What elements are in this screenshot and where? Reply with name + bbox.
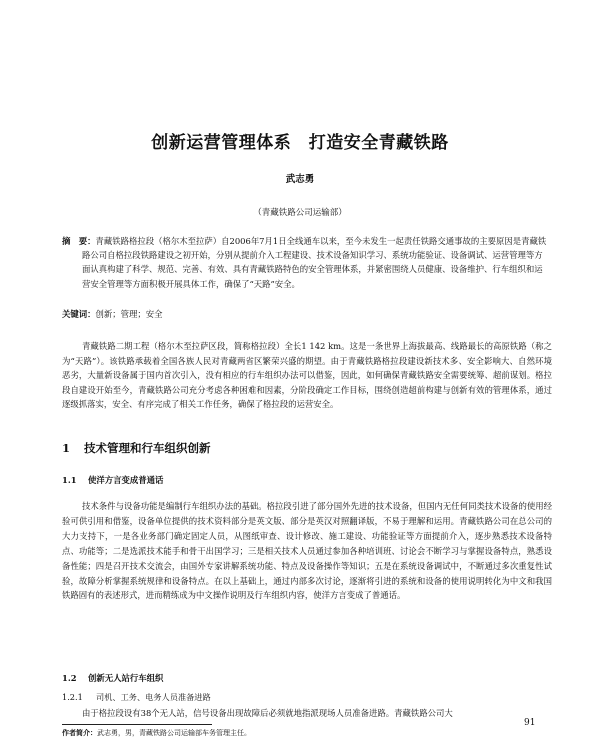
- keywords: [62, 308, 163, 320]
- abstract-label: 摘 要：: [62, 236, 96, 246]
- body-paragraph: 技术条件与设备功能是编制行车组织办法的基础。格拉段引进了部分国外先进的技术设备，但国内无任何同类技术设备的使用经验可供引用和借鉴，设备单位提供的技术资料部分是英文版、部分是英汉对照翻译版，不易于理解和运用。青藏铁路公司在总公司的大力支持下，一是各业务部门确定固定人员，从图纸审查、设计修改、施工建设、功能验证等方面提前介入，逐步熟悉技术设备特点、功能等；二是选派技术能手和骨干出国学习；三是相关技术人员通过参加各种培训班、讨论会不断学习与掌握设备特点，熟悉设备性能；四是召开技术交流会，由国外专家讲解系统功能、特点及设备操作等知识；五是在系统设备调试中，不断通过多次重复性试验，故障分析掌握系统规律和设备特点。在以上基础上，通过内部多次讨论，逐渐将引进的系统和设备的使用说明转化为中文和我国铁路固有的表述形式，进而精练成为中文操作说明及行车组织内容，使洋方言变成了普通话。: [62, 501, 552, 601]
- subsection-heading: [62, 474, 163, 486]
- keywords-text: 创新；管理；安全: [95, 309, 163, 319]
- author-name: 武志勇: [285, 174, 315, 185]
- subsubsection-title: 司机、工务、电务人员准备进路: [96, 692, 211, 702]
- subsection-heading: [62, 672, 163, 684]
- intro-paragraph: 青藏铁路二期工程（格尔木至拉萨区段，简称格拉段）全长1 142 km。这是一条世界上海拔最高、线路最长的高原铁路（称之为“天路”）。该铁路承载着全国各族人民对青藏两省区繁荣兴盛的期望。由于青藏铁路格拉段建设新技术多、安全影响大、自然环境恶劣，大量新设备属于国内首次引入，没有相应的行车组织办法可以借鉴，因此，如何确保青藏铁路安全需要统筹、超前谋划。格拉段自建设开始至今，青藏铁路公司充分考虑各种困难和因素，分阶段确定工作目标，围绕创造超前构建与创新有效的管理体系，通过逐级抓落实，安全、有序完成了相关工作任务，确保了格拉段的运营安全。: [62, 341, 552, 410]
- subsection-number: 1.2: [62, 673, 77, 683]
- footnote-label: 作者简介：: [62, 728, 97, 737]
- section-title: 技术管理和行车组织创新: [84, 441, 211, 455]
- keywords-label: 关键词：: [62, 309, 96, 319]
- abstract-body: [62, 234, 550, 291]
- subsection-title: 创新无人站行车组织: [88, 673, 164, 683]
- body-paragraph: 由于格拉段设有38个无人站，信号设备出现故障后必须就地指派现场人员准备进路。青藏铁路公司大: [82, 708, 453, 718]
- subsubsection-number: 1.2.1: [62, 692, 83, 702]
- subsection-number: 1.1: [62, 475, 77, 485]
- footnote-text: 武志勇，男，青藏铁路公司运输部车务管理主任。: [97, 729, 251, 737]
- paper-title: 创新运营管理体系 打造安全青藏铁路: [151, 133, 449, 153]
- subsection-title: 使洋方言变成普通话: [88, 475, 164, 485]
- section-number: 1: [62, 441, 71, 455]
- section-heading: [62, 440, 211, 456]
- abstract-text: 青藏铁路格拉段（格尔木至拉萨）自2006年7月1日全线通车以来，至今未发生一起责任铁路交通事故的主要原因是青藏铁路公司自格拉段铁路建设之初开始，分别从提前介入工程建设、技术设备知识学习、系统功能验证、设备调试、运营管理等方面认真构建了科学、规范、完善、有效、具有青藏铁路特色的安全管理体系，并紧密围绕人员健康、设备维护、行车组织和运营安全管理等方面积极开展具体工作，确保了“天路”安全。: [82, 236, 547, 289]
- subsubsection-heading: [62, 692, 211, 703]
- abstract: [62, 234, 550, 291]
- footnote-divider: [62, 724, 212, 725]
- author-affiliation: （青藏铁路公司运输部）: [253, 208, 347, 218]
- footnote: [62, 728, 251, 738]
- page-number: 91: [524, 718, 536, 728]
